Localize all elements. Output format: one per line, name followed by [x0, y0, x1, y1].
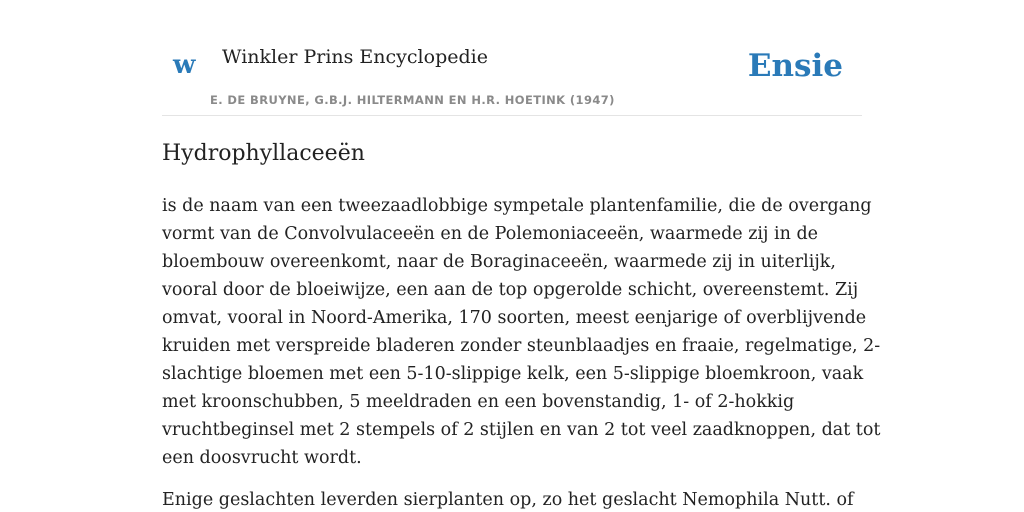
paragraph-line: met kroonschubben, 5 meeldraden en een bovenstandig, 1- of 2-hokkig: [162, 392, 795, 412]
source-authors: E. DE BRUYNE, G.B.J. HILTERMANN EN H.R. HOETINK (1947): [210, 93, 615, 107]
ensie-brand-logo[interactable]: Ensie: [747, 48, 843, 84]
paragraph-line: bloembouw overeenkomt, naar de Boraginaceeën, waarmede zij in uiterlijk,: [162, 252, 836, 272]
source-header: [162, 0, 862, 116]
article-paragraph-2: [162, 486, 852, 512]
paragraph-line: vooral door de bloeiwijze, een aan de top opgerolde schicht, overeenstemt. Zij: [162, 280, 859, 300]
paragraph-line: een doosvrucht wordt.: [162, 448, 362, 468]
paragraph-line: vormt van de Convolvulaceeën en de Polemoniaceeën, waarmede zij in de: [162, 224, 819, 244]
paragraph-line: is de naam van een tweezaadlobbige sympetale plantenfamilie, die de overgang: [162, 196, 872, 216]
article-paragraph-1: [162, 192, 881, 472]
paragraph-line: omvat, vooral in Noord-Amerika, 170 soorten, meest eenjarige of overblijvende: [162, 308, 867, 328]
paragraph-line: slachtige bloemen met een 5-10-slippige kelk, een 5-slippige bloemkroon, vaak: [162, 364, 864, 384]
source-title-link[interactable]: Winkler Prins Encyclopedie: [222, 46, 488, 68]
article: [162, 138, 881, 512]
paragraph-line: vruchtbeginsel met 2 stempels of 2 stijlen en van 2 tot veel zaadknoppen, dat tot: [162, 420, 881, 440]
paragraph-line: Enige geslachten leverden sierplanten op, zo het geslacht Nemophila Nutt. of: [162, 490, 854, 510]
article-title: Hydrophyllaceeën: [162, 141, 365, 166]
paragraph-line: kruiden met verspreide bladeren zonder steunblaadjes en fraaie, regelmatige, 2-: [162, 336, 881, 356]
source-logo-icon[interactable]: w: [173, 50, 196, 80]
